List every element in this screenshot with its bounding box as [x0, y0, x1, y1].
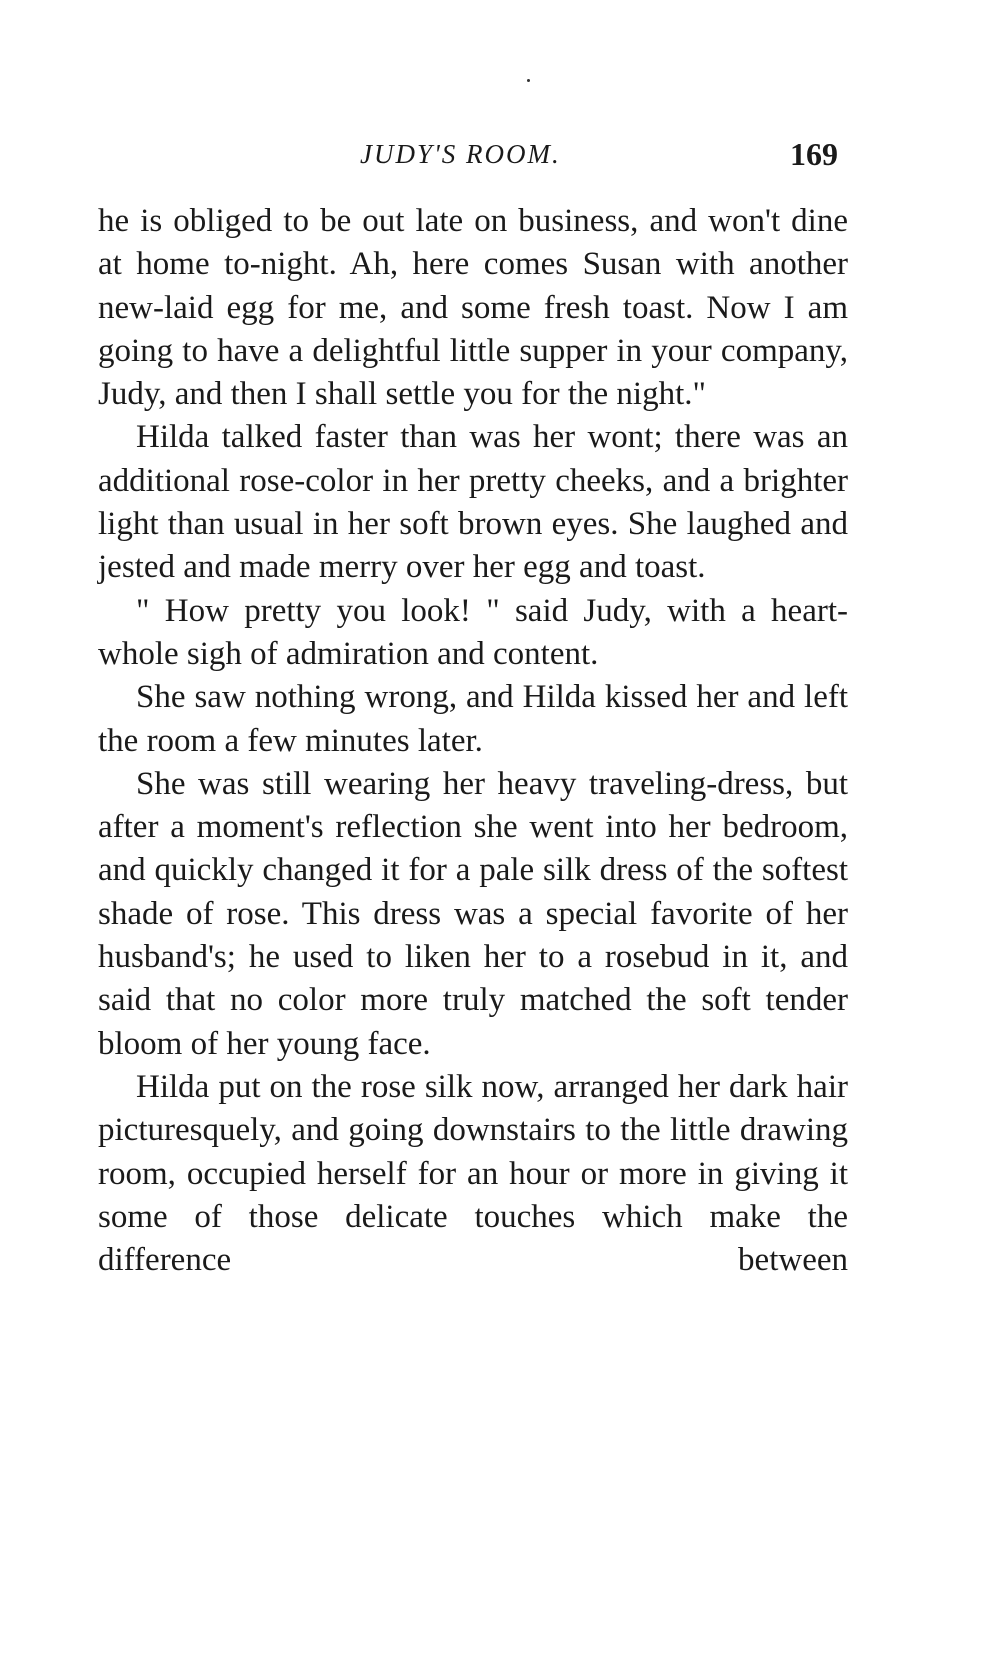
paragraph-1: he is obliged to be out late on business, and won't dine at home to-night. Ah, here comes Susan with another new-laid egg for me, and some fresh toast. Now I am going to have a delightful little supper in your company, Judy, and then I shall settle you for the night.": [98, 203, 848, 413]
paragraph-2: Hilda talked faster than was her wont; there was an additional rose-color in her pretty cheeks, and a brighter light than usual in her soft brown eyes. She laughed and jested and made merry over her egg and toast.: [98, 419, 848, 586]
body-text: [98, 200, 848, 1282]
paragraph-5: She was still wearing her heavy traveling-dress, but after a moment's reflection she went into her bedroom, and quickly changed it for a pale silk dress of the softest shade of rose. This dress was a special favorite of her husband's; he used to liken her to a rosebud in it, and said that no color more truly matched the soft tender bloom of her young face.: [98, 765, 848, 1062]
paragraph-4: She saw nothing wrong, and Hilda kissed her and left the room a few minutes later.: [98, 679, 848, 759]
page-header: [0, 136, 986, 179]
paragraph-6: Hilda put on the rose silk now, arranged her dark hair picturesquely, and going downstairs to the little drawing room, occupied herself for an hour or more in giving it some of those delicate touches which make the difference between: [98, 1068, 848, 1279]
running-title: JUDY'S ROOM.: [360, 139, 561, 169]
ink-speck: [527, 79, 530, 82]
paragraph-3: " How pretty you look! " said Judy, with a heart-whole sigh of admiration and content.: [98, 592, 848, 672]
page-number: 169: [790, 136, 838, 172]
